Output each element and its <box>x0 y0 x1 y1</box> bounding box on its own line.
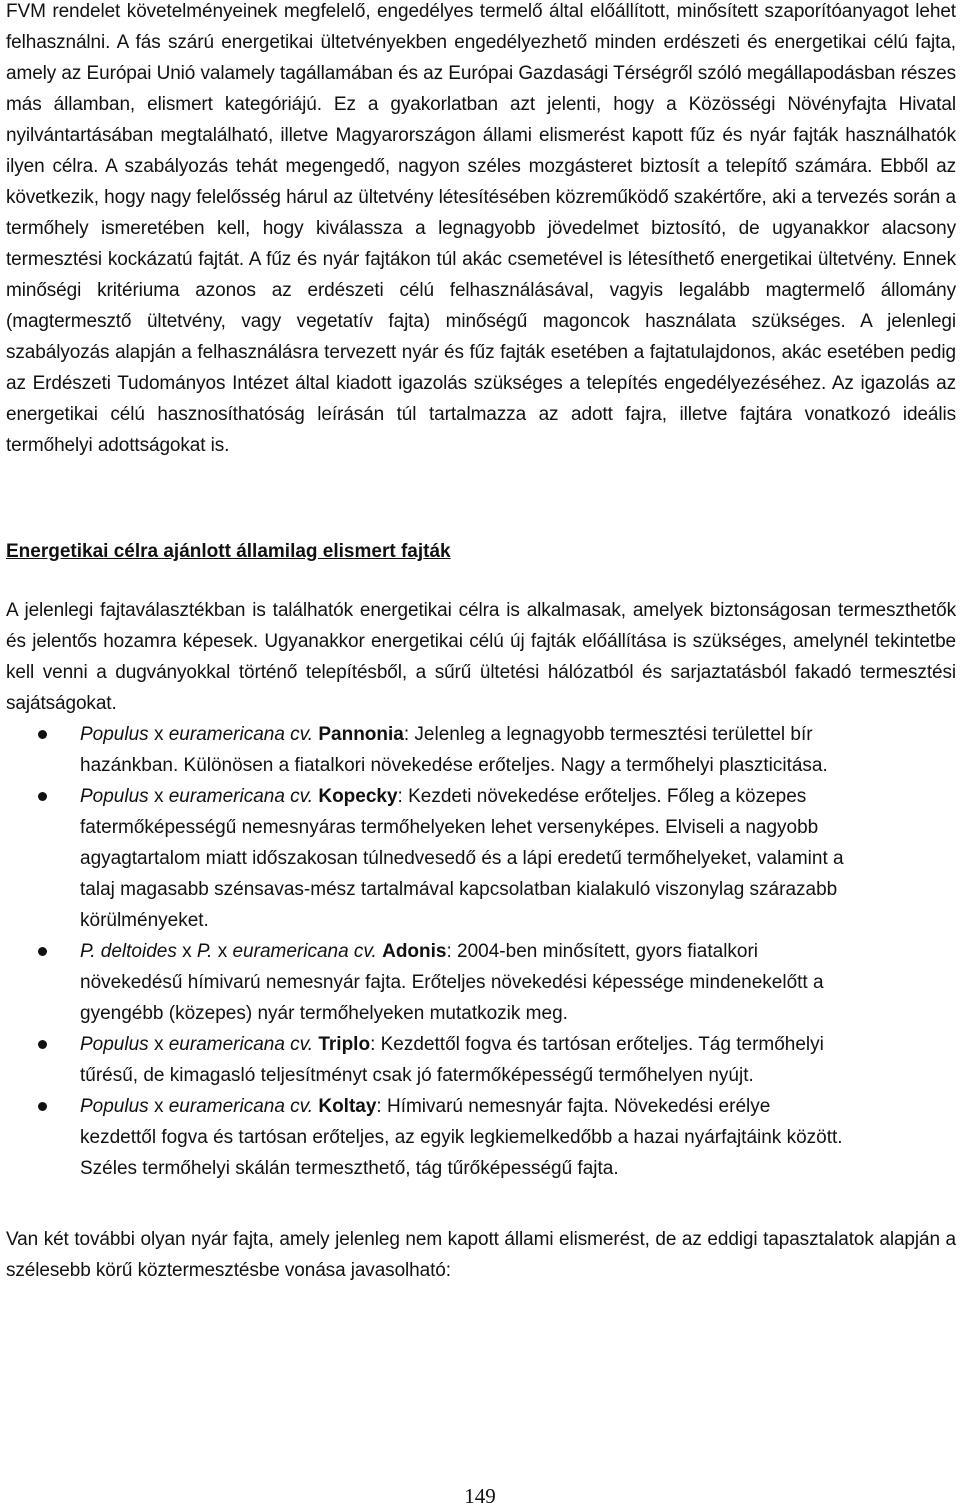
species-name: euramericana cv. <box>232 941 377 962</box>
species-name: euramericana cv. <box>168 1034 314 1055</box>
cross-symbol: x <box>176 941 197 962</box>
document-page <box>6 0 956 1286</box>
variety-list <box>6 719 956 1184</box>
variety-description: : Hímivarú nemesnyár fajta. Növekedési erélye kezdettől fogva és tartósan erőteljes, az egyik legkiemelkedőbb a hazai nyárfajtáink között. Széles termőhelyi skálán termeszthető, tág tűrőképességű fajta. <box>80 1096 843 1179</box>
closing-paragraph: Van két további olyan nyár fajta, amely jelenleg nem kapott állami elismerést, de az eddigi tapasztalatok alapján a szélesebb körű köztermesztésbe vonása javasolható: <box>6 1229 956 1281</box>
species-name: P. <box>196 941 213 962</box>
species-name: euramericana cv. <box>168 1096 314 1117</box>
section-paragraph: A jelenlegi fajtaválasztékban is találhatók energetikai célra is alkalmasak, amelyek biztonságosan termeszthetők és jelentős hozamra képesek. Ugyanakkor energetikai célú új fajták előállítása is szükséges, amelynél tekintetbe kell venni a dugványokkal történő telepítésből, a sűrű ültetési hálózatból és sarjaztatásból fakadó termesztési sajátságokat. <box>6 600 956 714</box>
cross-symbol: x <box>148 1034 169 1055</box>
species-name: P. deltoides <box>80 941 177 962</box>
species-name: Populus <box>80 724 149 745</box>
cross-symbol: x <box>148 786 169 807</box>
list-item <box>6 1091 956 1184</box>
species-name: Populus <box>80 786 149 807</box>
variety-name: Pannonia <box>318 724 404 745</box>
list-item <box>6 719 956 781</box>
cross-symbol: x <box>148 1096 169 1117</box>
variety-description: : Jelenleg a legnagyobb termesztési területtel bír hazánkban. Különösen a fiatalkori növekedése erőteljes. Nagy a termőhelyi plaszticitása. <box>80 724 828 776</box>
variety-name: Koltay <box>318 1096 377 1117</box>
bullet-icon <box>38 947 47 956</box>
variety-name: Kopecky <box>318 786 398 807</box>
variety-name: Triplo <box>318 1034 371 1055</box>
variety-name: Adonis <box>382 941 447 962</box>
cross-symbol: x <box>212 941 233 962</box>
section-heading: Energetikai célra ajánlott államilag elismert fajták <box>6 541 451 562</box>
bullet-icon <box>38 1040 47 1049</box>
page-number: 149 <box>464 1484 496 1508</box>
species-name: euramericana cv. <box>168 786 314 807</box>
intro-paragraph: FVM rendelet követelményeinek megfelelő, engedélyes termelő által előállított, minősített szaporítóanyagot lehet felhasználni. A fás szárú energetikai ültetvényekben engedélyezhető minden erdészeti és energetikai célú fajta, amely az Európai Unió valamely tagállamában és az Európai Gazdasági Térségről szóló megállapodásban részes más államban, elismert kategóriájú. Ez a gyakorlatban azt jelenti, hogy a Közösségi Növényfajta Hivatal nyilvántartásában megtalálható, illetve Magyarországon állami elismerést kapott fűz és nyár fajták használhatók ilyen célra. A szabályozás tehát megengedő, nagyon széles mozgásteret biztosít a telepítő számára. Ebből az következik, hogy nagy felelősség hárul az ültetvény létesítésében közreműködő szakértőre, aki a tervezés során a termőhely ismeretében kell, hogy kiválassza a legnagyobb jövedelmet biztosító, de ugyanakkor alacsony termesztési kockázatú fajtát. A fűz és nyár fajtákon túl akác csemetével is létesíthető energetikai ültetvény. Ennek minőségi kritériuma azonos az erdészeti célú felhasználásával, vagyis legalább magtermelő állomány (magtermesztő ültetvény, vagy vegetatív fajta) minőségű magoncok használata szükséges. A jelenlegi szabályozás alapján a felhasználásra tervezett nyár és fűz fajták esetében a fajtatulajdonos, akác esetében pedig az Erdészeti Tudományos Intézet által kiadott igazolás szükséges a telepítés engedélyezéséhez. Az igazolás az energetikai célú hasznosíthatóság leírásán túl tartalmazza az adott fajra, illetve fajtára vonatkozó ideális termőhelyi adottságokat is. <box>6 1 956 456</box>
variety-description: : Kezdeti növekedése erőteljes. Főleg a közepes fatermőképességű nemesnyáras termőhelyeken lehet versenyképes. Elviseli a nagyobb agyagtartalom miatt időszakosan túlnedvesedő és a lápi eredetű termőhelyeket, valamint a talaj magasabb szénsavas-mész tartalmával kapcsolatban kialakuló viszonylag szárazabb körülményeket. <box>80 786 844 931</box>
species-name: Populus <box>80 1034 149 1055</box>
list-item <box>6 1029 956 1091</box>
bullet-icon <box>38 792 47 801</box>
list-item <box>6 936 956 1029</box>
cross-symbol: x <box>148 724 169 745</box>
variety-description: : Kezdettől fogva és tartósan erőteljes. Tág termőhelyi tűrésű, de kimagasló teljesítményt csak jó fatermőképességű termőhelyen nyújt. <box>80 1034 824 1086</box>
species-name: euramericana cv. <box>168 724 314 745</box>
bullet-icon <box>38 730 47 739</box>
list-item <box>6 781 956 936</box>
bullet-icon <box>38 1102 47 1111</box>
species-name: Populus <box>80 1096 149 1117</box>
variety-description: : 2004-ben minősített, gyors fiatalkori növekedésű hímivarú nemesnyár fajta. Erőteljes növekedési képessége mindenekelőtt a gyengébb (közepes) nyár termőhelyeken mutatkozik meg. <box>80 941 824 1024</box>
